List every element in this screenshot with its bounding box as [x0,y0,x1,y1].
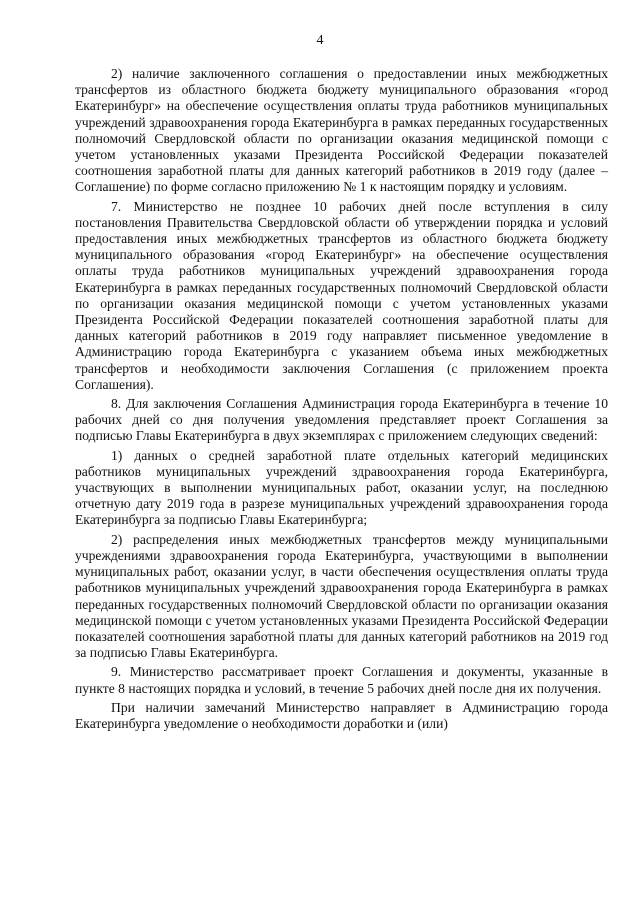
document-body [75,66,608,732]
paragraph-section-7: 7. Министерство не позднее 10 рабочих дней после вступления в силу постановления Правительства Свердловской области об утверждении порядка и условий предоставления иных межбюджетных трансфертов из областного бюджета бюджету муниципального образования «город Екатеринбург» на обеспечение осуществления оплаты труда работников муниципальных учреждений здравоохранения города Екатеринбурга в рамках переданных государственных полномочий Свердловской области по организации оказания медицинской помощи с учетом установленных указами Президента Российской Федерации показателей соотношения заработной платы для данных категорий работников в 2019 году направляет письменное уведомление в Администрацию города Екатеринбурга с указанием объема иных межбюджетных трансфертов и необходимости заключения Соглашения (с приложением проекта Соглашения). [75,198,608,392]
paragraph-subitem-1: 1) данных о средней заработной плате отдельных категорий медицинских работников муниципальных учреждений здравоохранения города Екатеринбурга, участвующих в выполнении муниципальных работ, оказании услуг, на последнюю отчетную дату 2019 года в разрезе муниципальных учреждений здравоохранения города Екатеринбурга за подписью Главы Екатеринбурга; [75,447,608,528]
paragraph-section-8: 8. Для заключения Соглашения Администрация города Екатеринбурга в течение 10 рабочих дней со дня получения уведомления представляет проект Соглашения за подписью Главы Екатеринбурга в двух экземплярах с приложением следующих сведений: [75,396,608,444]
paragraph-item-2: 2) наличие заключенного соглашения о предоставлении иных межбюджетных трансфертов из областного бюджета бюджету муниципального образования «город Екатеринбург» на обеспечение осуществления оплаты труда работников муниципальных учреждений здравоохранения города Екатеринбурга в рамках переданных государственных полномочий Свердловской области по организации оказания медицинской помощи с учетом установленных указами Президента Российской Федерации показателей соотношения заработной платы для данных категорий работников в 2019 году (далее – Соглашение) по форме согласно приложению № 1 к настоящим порядку и условиям. [75,66,608,195]
page-number: 4 [316,33,324,48]
paragraph-subitem-2: 2) распределения иных межбюджетных трансфертов между муниципальными учреждениями здравоохранения города Екатеринбурга, участвующими в выполнении муниципальных работ, оказании услуг, в части обеспечения осуществления оплаты труда работников муниципальных учреждений здравоохранения города Екатеринбурга в рамках переданных государственных полномочий Свердловской области по организации оказания медицинской помощи с учетом установленных указами Президента Российской Федерации показателей соотношения заработной платы для данных категорий работников на 2019 год за подписью Главы Екатеринбурга. [75,531,608,661]
paragraph-remarks: При наличии замечаний Министерство направляет в Администрацию города Екатеринбурга уведомление о необходимости доработки и (или) [75,699,608,731]
paragraph-section-9: 9. Министерство рассматривает проект Соглашения и документы, указанные в пункте 8 настоящих порядка и условий, в течение 5 рабочих дней после дня их получения. [75,664,608,696]
